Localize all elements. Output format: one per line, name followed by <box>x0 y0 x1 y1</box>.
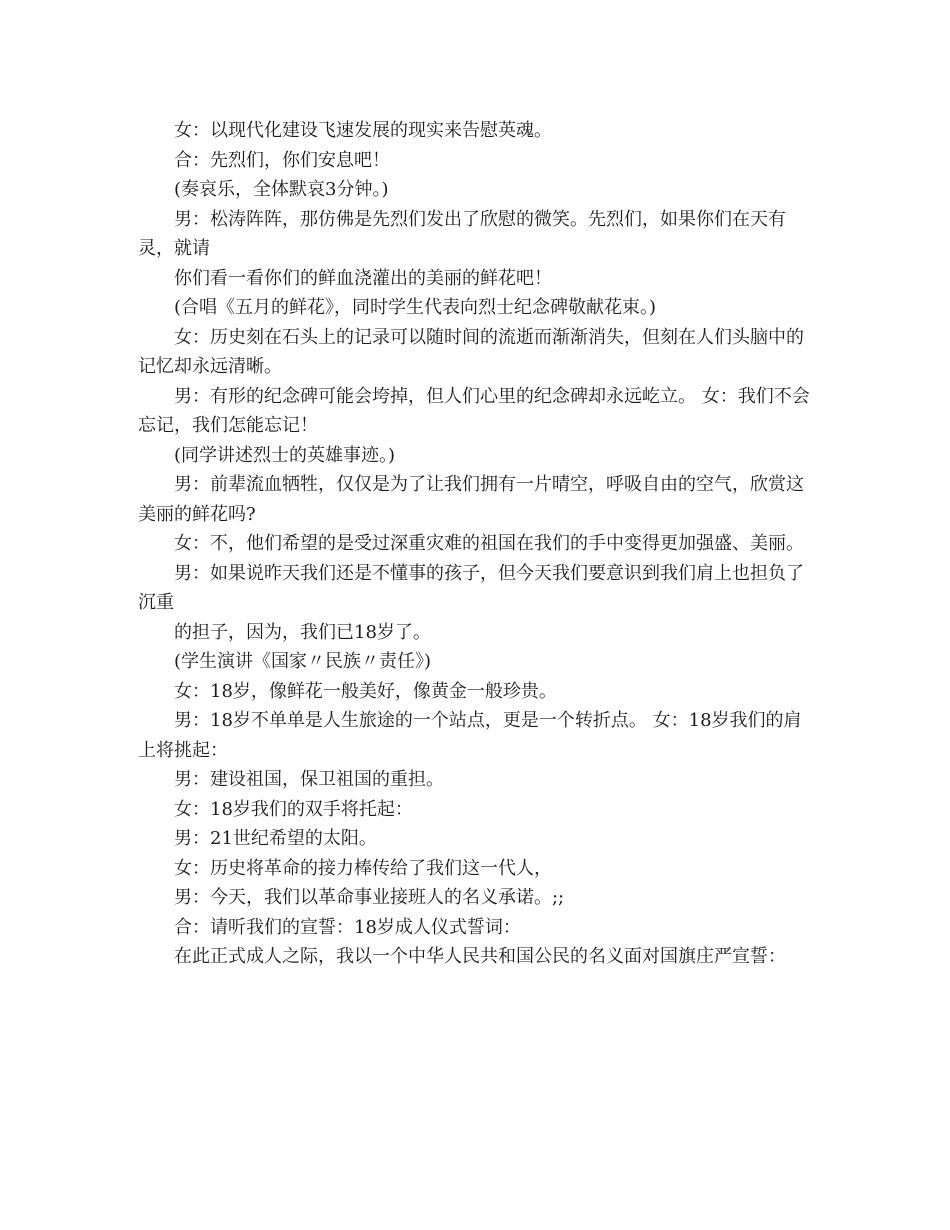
paragraph-6: (合唱《五月的鲜花》，同时学生代表向烈士纪念碑敬献花束。) <box>174 297 657 318</box>
paragraph-14: (学生演讲《国家〃民族〃责任》) <box>174 651 432 672</box>
paragraph-17: 男：建设祖国，保卫祖国的重担。 <box>174 769 444 790</box>
paragraph-4: 男：松涛阵阵，那仿佛是先烈们发出了欣慰的微笑。先烈们，如果你们在天有灵，就请 <box>138 208 786 259</box>
paragraph-22: 合：请听我们的宣誓：18岁成人仪式誓词： <box>174 916 521 938</box>
paragraph-18: 女：18岁我们的双手将托起： <box>174 798 413 820</box>
paragraph-13: 的担子，因为，我们已18岁了。 <box>174 621 431 643</box>
paragraph-2: 合：先烈们，你们安息吧！ <box>174 149 390 171</box>
paragraph-3: (奏哀乐，全体默哀3分钟。) <box>174 179 389 200</box>
paragraph-12: 男：如果说昨天我们还是不懂事的孩子，但今天我们要意识到我们肩上也担负了沉重 <box>138 562 804 613</box>
paragraph-9: (同学讲述烈士的英雄事迹。) <box>174 444 396 466</box>
paragraph-15: 女：18岁，像鲜花一般美好，像黄金一般珍贵。 <box>174 680 557 702</box>
paragraph-11: 女：不，他们希望的是受过深重灾难的祖国在我们的手中变得更加强盛、美丽。 <box>174 533 804 554</box>
paragraph-7: 女：历史刻在石头上的记录可以随时间的流逝而渐渐消失，但刻在人们头脑中的记忆却永远清晰。 <box>138 326 804 377</box>
paragraph-21: 男：今天，我们以革命事业接班人的名义承诺。;; <box>174 887 565 908</box>
paragraph-23: 在此正式成人之际，我以一个中华人民共和国公民的名义面对国旗庄严宣誓： <box>174 946 786 967</box>
paragraph-19: 男：21世纪希望的太阳。 <box>174 828 377 849</box>
paragraph-20: 女：历史将革命的接力棒传给了我们这一代人， <box>174 857 552 879</box>
paragraph-8: 男：有形的纪念碑可能会垮掉，但人们心里的纪念碑却永远屹立。 女：我们不会忘记，我们怎能忘记！ <box>138 385 810 436</box>
paragraph-1: 女：以现代化建设飞速发展的现实来告慰英魂。 <box>174 120 552 141</box>
paragraph-16: 男：18岁不单单是人生旅途的一个站点，更是一个转折点。 女：18岁我们的肩上将挑起： <box>138 710 802 761</box>
paragraph-10: 男：前辈流血牺牲，仅仅是为了让我们拥有一片晴空，呼吸自由的空气，欣赏这美丽的鲜花吗? <box>138 474 804 525</box>
paragraph-5: 你们看一看你们的鲜血浇灌出的美丽的鲜花吧！ <box>174 267 552 289</box>
document-body <box>138 116 818 972</box>
